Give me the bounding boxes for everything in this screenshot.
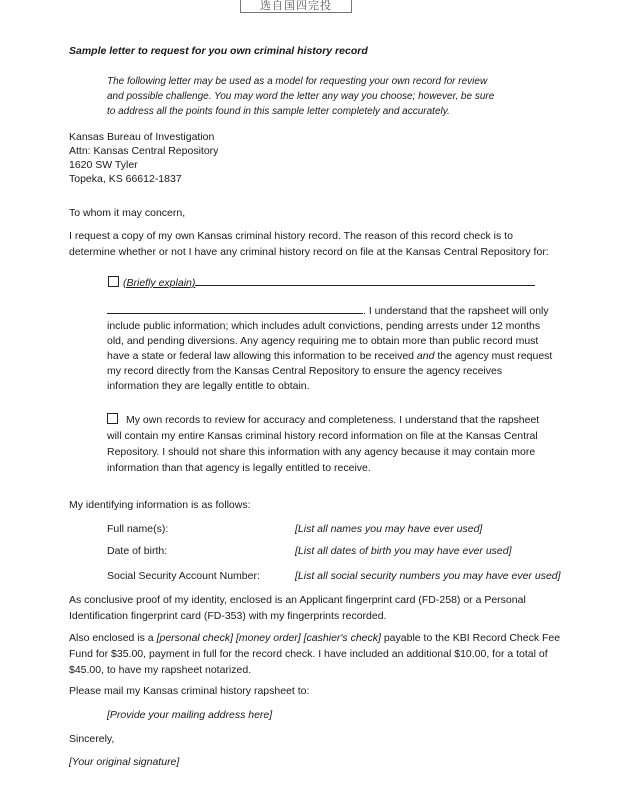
option2-line: Repository. I should not share this information with any agency because it may contain more (107, 446, 536, 458)
explain-blank-line[interactable] (195, 285, 535, 286)
option1-line: the agency must request (434, 350, 553, 362)
signature-placeholder: [Your original signature] (69, 756, 180, 768)
payment-suffix: payable to the KBI Record Check Fee (380, 632, 561, 644)
ssn-label: Social Security Account Number: (107, 570, 260, 582)
option2-line: will contain my entire Kansas criminal history record information on file at the Kansas Central (107, 430, 538, 442)
option1-line: my record directly from the Kansas Central Repository to ensure the agency receives (107, 365, 503, 377)
mailing-address-placeholder: [Provide your mailing address here] (107, 709, 273, 721)
address-line: 1620 SW Tyler (69, 159, 138, 171)
explain-blank-line-2[interactable] (107, 313, 363, 314)
request-line: I request a copy of my own Kansas criminal history record. The reason of this record check is to (69, 230, 513, 242)
briefly-explain-prompt: (Briefly explain) (123, 277, 196, 289)
option1-line: include public information; which includes adult convictions, pending arrests under 12 months (107, 320, 541, 332)
proof-paragraph (69, 592, 526, 624)
full-name-label: Full name(s): (107, 523, 169, 535)
payment-line: Fund for $35.00, payment in full for the record check. I have included an additional $10.00, for a total of (69, 648, 548, 660)
header-stamp (240, 0, 352, 13)
request-line: determine whether or not I have any criminal history record on file at the Kansas Central Repository for: (69, 246, 549, 258)
request-paragraph (69, 228, 549, 260)
option2-paragraph (107, 412, 577, 476)
dob-value: [List all dates of birth you may have ever used] (295, 545, 512, 557)
emphasis-and: and (416, 350, 435, 362)
identifying-heading: My identifying information is as follows: (69, 499, 251, 511)
payment-options: [personal check] [money order] [cashier's check] (156, 632, 381, 644)
header-stamp-text: 选自国四完投 (260, 0, 332, 12)
intro-line: to address all the points found in this sample letter completely and accurately. (107, 106, 450, 117)
payment-prefix: Also enclosed is a (69, 632, 157, 644)
address-line: Attn: Kansas Central Repository (69, 145, 219, 157)
mail-request: Please mail my Kansas criminal history rapsheet to: (69, 685, 310, 697)
payment-paragraph (69, 630, 560, 678)
ssn-value: [List all social security numbers you may have ever used] (295, 570, 561, 582)
option1-line: information they are legally entitle to obtain. (107, 380, 310, 392)
option1-paragraph (107, 304, 567, 394)
intro-line: The following letter may be used as a model for requesting your own record for review (107, 76, 488, 87)
closing: Sincerely, (69, 733, 115, 745)
option2-checkbox-row[interactable] (107, 412, 577, 428)
address-line: Topeka, KS 66612-1837 (69, 173, 182, 185)
checkbox-icon[interactable] (107, 413, 118, 424)
dob-label: Date of birth: (107, 545, 168, 557)
salutation: To whom it may concern, (69, 207, 186, 219)
address-line: Kansas Bureau of Investigation (69, 131, 215, 143)
option2-line: information than that agency is legally entitled to receive. (107, 462, 371, 474)
intro-paragraph (107, 74, 494, 119)
full-name-value: [List all names you may have ever used] (295, 523, 483, 535)
proof-line: Identification fingerprint card (FD-353) with my fingerprints recorded. (69, 610, 387, 622)
payment-line: $45.00, to have my rapsheet notarized. (69, 664, 252, 676)
checkbox-icon[interactable] (108, 276, 119, 287)
option1-line: old, and pending diversions. Any agency requiring me to obtain more than public record must (107, 335, 539, 347)
letter-title: Sample letter to request for you own criminal history record (69, 45, 368, 57)
intro-line: and possible challenge. You may word the letter any way you choose; however, be sure (107, 91, 495, 102)
option1-line: . I understand that the rapsheet will only (363, 305, 549, 317)
option1-line: have a state or federal law allowing this information to be received (107, 350, 417, 362)
option2-line: My own records to review for accuracy and completeness. I understand that the rapsheet (126, 414, 540, 426)
recipient-address (69, 130, 218, 186)
option1-checkbox-row[interactable] (108, 276, 544, 291)
proof-line: As conclusive proof of my identity, enclosed is an Applicant fingerprint card (FD-258) or a Personal (69, 594, 526, 606)
